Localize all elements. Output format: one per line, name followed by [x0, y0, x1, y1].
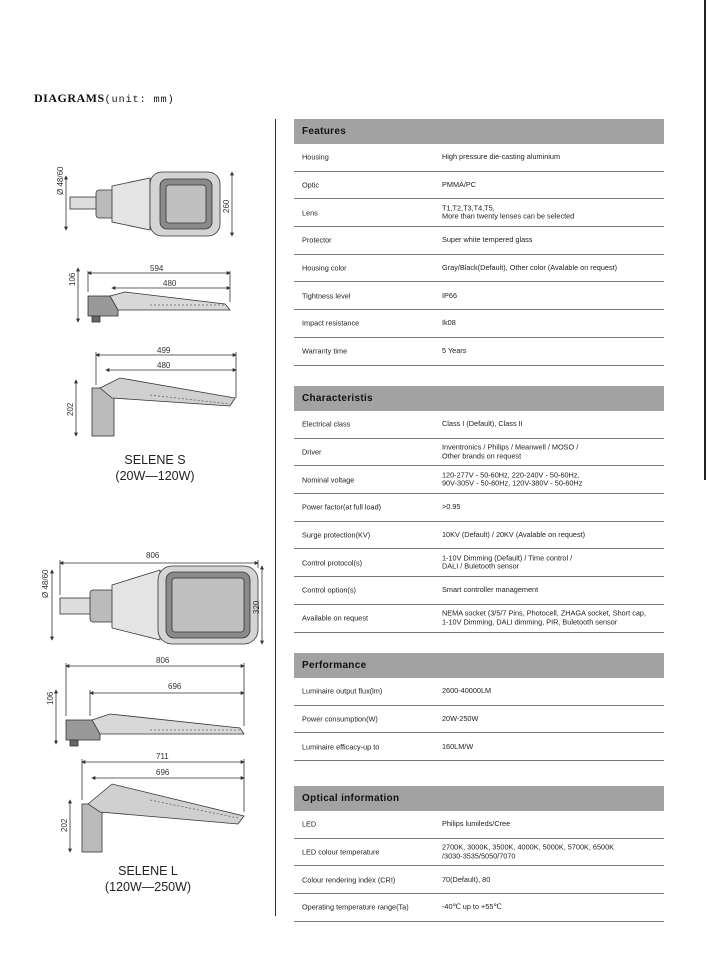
spec-label: Luminaire output flux(lm): [302, 686, 383, 696]
spec-label: Power factor(at full load): [302, 502, 382, 512]
selene-l-side-view: [56, 663, 244, 746]
spec-value-line: 10KV (Default) / 20KV (Avalable on request): [442, 529, 586, 539]
spec-value-line: 20W-250W: [442, 713, 479, 723]
spec-value-line: >0.95: [442, 502, 461, 512]
model-range: (120W—250W): [104, 880, 192, 894]
spec-value: [442, 292, 660, 301]
dim-l-side-h: 106: [46, 691, 55, 705]
spec-value-line: 160LM/W: [442, 741, 474, 751]
spec-value-line: /3030-3535/5050/7070: [442, 851, 516, 861]
spec-value-line: 1-10V Dimming (Default) / Time control /: [442, 553, 573, 563]
spec-row: [294, 811, 664, 839]
dim-l-angle-w1: 711: [156, 752, 169, 761]
spec-value: [442, 820, 660, 829]
spec-value: [442, 319, 660, 328]
section-title: Performance: [294, 653, 664, 678]
spec-value-line: T1,T2,T3,T4,T5,: [442, 203, 495, 213]
spec-value: [442, 687, 660, 696]
spec-row: [294, 172, 664, 200]
model-name: SELENE L: [118, 864, 178, 878]
spec-label: Control option(s): [302, 585, 356, 595]
spec-label: Luminaire efficacy-up to: [302, 742, 380, 752]
dim-l-angle-w2: 696: [156, 768, 170, 777]
spec-value-line: PMMA/PC: [442, 179, 477, 189]
spec-section: [294, 119, 664, 366]
spec-row: [294, 577, 664, 605]
spec-row: [294, 466, 664, 494]
spec-row: [294, 338, 664, 366]
spec-value: [442, 610, 660, 627]
spec-value-line: DALI / Buletooth sensor: [442, 561, 520, 571]
spec-value: [442, 554, 660, 571]
spec-label: Housing: [302, 152, 329, 162]
spec-label: Power consumption(W): [302, 714, 378, 724]
section-title: Features: [294, 119, 664, 144]
spec-row: [294, 605, 664, 633]
diagrams-unit: (unit: mm): [104, 95, 175, 106]
spec-row: [294, 411, 664, 439]
model-selene-s: [100, 452, 210, 484]
selene-l-top-view: [52, 560, 262, 644]
spec-value: [442, 844, 660, 861]
spec-label: Impact resistance: [302, 318, 360, 328]
spec-value-line: Philips lumileds/Cree: [442, 819, 511, 829]
spec-value-line: Other brands on request: [442, 451, 522, 461]
spec-row: [294, 733, 664, 761]
spec-label: Tightness level: [302, 291, 351, 301]
spec-value: [442, 531, 660, 540]
spec-value-line: 5 Years: [442, 345, 467, 355]
spec-label: LED: [302, 819, 317, 829]
spec-section: [294, 786, 664, 922]
spec-value: [442, 204, 660, 221]
dim-l-side-w2: 696: [168, 682, 182, 691]
selene-s-side-view: [78, 268, 230, 322]
spec-label: Lens: [302, 208, 318, 218]
spec-value-line: IP66: [442, 290, 458, 300]
spec-row: [294, 494, 664, 522]
spec-row: [294, 706, 664, 734]
spec-section: [294, 653, 664, 761]
spec-value: [442, 181, 660, 190]
spec-value: [442, 153, 660, 162]
spec-section: [294, 386, 664, 633]
spec-value-line: NEMA socket (3/5/7 Pins, Photocell, ZHAGA socket, Short cap,: [442, 608, 646, 618]
dim-s-top-pole: Ø 48/60: [56, 166, 65, 195]
spec-label: LED colour temperature: [302, 847, 380, 857]
spec-label: Control protocol(s): [302, 558, 363, 568]
section-title: Optical information: [294, 786, 664, 811]
spec-row: [294, 227, 664, 255]
spec-label: Warranty time: [302, 346, 348, 356]
spec-value: [442, 471, 660, 488]
spec-value: [442, 742, 660, 751]
spec-value-line: 120-277V - 50-60Hz, 220-240V - 50-60Hz,: [442, 470, 580, 480]
spec-value-line: 2600-40000LM: [442, 686, 492, 696]
dim-s-side-h: 106: [68, 272, 77, 286]
spec-label: Driver: [302, 447, 322, 457]
dim-s-angle-w1: 499: [157, 346, 171, 355]
spec-value: [442, 347, 660, 356]
diagrams-title: DIAGRAMS: [34, 91, 105, 105]
spec-value-line: More than twenty lenses can be selected: [442, 211, 575, 221]
spec-value-line: 1-10V Dimming, DALI dimming, PIR, Buletooth sensor: [442, 617, 618, 627]
spec-label: Optic: [302, 180, 320, 190]
spec-label: Nominal voltage: [302, 475, 355, 485]
dim-l-side-w1: 806: [156, 656, 170, 665]
spec-label: Operating temperature range(Ta): [302, 902, 409, 912]
spec-row: [294, 144, 664, 172]
model-range: (20W—120W): [115, 469, 195, 483]
spec-value-line: High pressure die-casting aluminium: [442, 152, 561, 162]
dim-l-angle-h: 202: [60, 818, 69, 832]
spec-row: [294, 894, 664, 922]
spec-value-line: 2700K, 3000K, 3500K, 4000K, 5000K, 5700K, 6500K: [442, 842, 615, 852]
spec-label: Available on request: [302, 613, 368, 623]
spec-value-line: Smart controller management: [442, 585, 539, 595]
spec-row: [294, 439, 664, 467]
spec-value: [442, 264, 660, 273]
selene-s-angled-view: [76, 352, 236, 436]
spec-label: Electrical class: [302, 419, 351, 429]
section-title: Characteristis: [294, 386, 664, 411]
selene-s-top-view: [66, 172, 232, 236]
spec-value-line: 90V-305V - 50-60Hz, 120V-380V - 50-60Hz: [442, 478, 583, 488]
spec-row: [294, 866, 664, 894]
spec-value: [442, 875, 660, 884]
model-selene-l: [88, 863, 208, 895]
dim-s-side-w2: 480: [163, 279, 177, 288]
spec-value: [442, 586, 660, 595]
spec-value-line: Gray/Black(Default), Other color (Avalable on request): [442, 262, 618, 272]
spec-row: [294, 678, 664, 706]
spec-value: [442, 236, 660, 245]
spec-row: [294, 549, 664, 577]
spec-label: Housing color: [302, 263, 347, 273]
spec-value-line: Super white tempered glass: [442, 235, 533, 245]
spec-label: Protector: [302, 235, 332, 245]
dim-l-top-w: 806: [146, 551, 160, 560]
dim-s-top-height: 260: [222, 199, 231, 213]
spec-row: [294, 522, 664, 550]
spec-value: [442, 503, 660, 512]
spec-value-line: Ik08: [442, 318, 456, 328]
dim-s-angle-w2: 480: [157, 361, 171, 370]
spec-value-line: -40℃ up to +55℃: [442, 902, 502, 912]
spec-value: [442, 444, 660, 461]
spec-label: Colour rendering index (CRI): [302, 875, 396, 885]
spec-row: [294, 255, 664, 283]
spec-value-line: 70(Default), 80: [442, 874, 491, 884]
dim-l-top-h: 320: [252, 600, 261, 614]
spec-value: [442, 715, 660, 724]
spec-row: [294, 310, 664, 338]
spec-value-line: Class I (Default), Class II: [442, 419, 523, 429]
spec-value: [442, 903, 660, 912]
spec-value: [442, 420, 660, 429]
dim-s-side-w1: 594: [150, 264, 164, 273]
model-name: SELENE S: [124, 453, 186, 467]
spec-row: [294, 282, 664, 310]
dim-l-top-pole: Ø 48/60: [41, 569, 50, 598]
spec-value-line: Inventronics / Philips / Meanwell / MOSO /: [442, 442, 579, 452]
spec-label: Surge protection(KV): [302, 530, 371, 540]
spec-row: [294, 199, 664, 227]
dim-s-angle-h: 202: [66, 402, 75, 416]
spec-row: [294, 839, 664, 867]
